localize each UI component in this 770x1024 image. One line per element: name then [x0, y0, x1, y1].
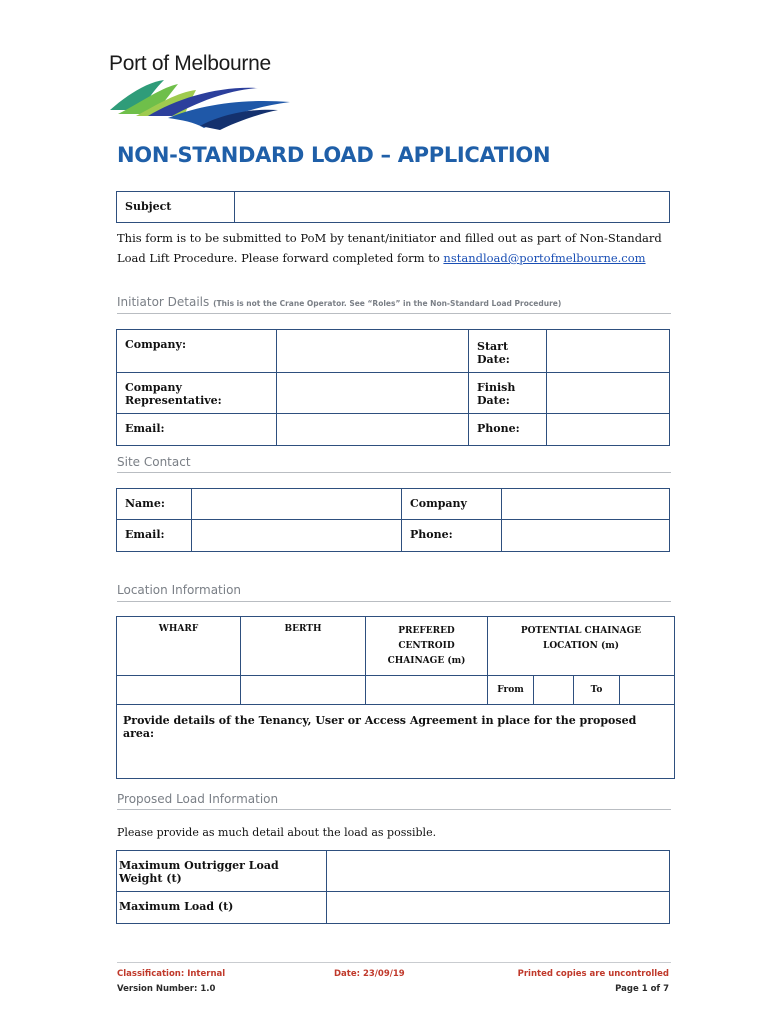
initiator-heading [117, 295, 561, 309]
site-company-label: Company [402, 489, 502, 520]
site-phone-field[interactable] [502, 520, 670, 552]
centroid-field[interactable] [366, 676, 488, 705]
site-contact-divider [117, 472, 671, 473]
brand-name: Port of Melbourne [109, 52, 271, 75]
site-contact-heading: Site Contact [117, 455, 191, 469]
location-divider [117, 601, 671, 602]
to-label: To [574, 676, 620, 705]
load-heading: Proposed Load Information [117, 792, 279, 806]
location-table [116, 616, 675, 779]
max-load-field[interactable] [327, 892, 670, 924]
port-logo-icon [108, 76, 294, 130]
intro-body: This form is to be submitted to PoM by tenant/initiator and filled out as part of Non-Standard Load Lift Procedure. Please forward completed form to [117, 231, 662, 265]
from-label: From [488, 676, 534, 705]
intro-text [117, 228, 677, 268]
potential-chainage-header: POTENTIAL CHAINAGE LOCATION (m) [488, 617, 675, 676]
email-field[interactable] [277, 414, 469, 446]
phone-label: Phone: [469, 414, 547, 446]
initiator-note: (This is not the Crane Operator. See “Roles” in the Non-Standard Load Procedure) [213, 299, 562, 308]
site-email-field[interactable] [192, 520, 402, 552]
company-label: Company: [117, 330, 277, 373]
initiator-heading-text: Initiator Details [117, 295, 210, 309]
from-field[interactable] [534, 676, 574, 705]
subject-table [116, 191, 670, 223]
to-field[interactable] [620, 676, 675, 705]
load-table [116, 850, 670, 924]
load-divider [117, 809, 671, 810]
wharf-field[interactable] [117, 676, 241, 705]
max-load-label: Maximum Load (t) [117, 892, 327, 924]
submission-email-link[interactable]: nstandload@portofmelbourne.com [443, 251, 646, 265]
subject-field[interactable] [235, 192, 670, 223]
footer-version: Version Number: 1.0 [117, 984, 216, 994]
site-name-field[interactable] [192, 489, 402, 520]
page-title: NON-STANDARD LOAD – APPLICATION [117, 143, 551, 167]
site-email-label: Email: [117, 520, 192, 552]
outrigger-weight-label: Maximum Outrigger Load Weight (t) [117, 851, 327, 892]
footer-page-number: Page 1 of 7 [615, 984, 669, 994]
company-representative-label: Company Representative: [117, 373, 277, 414]
company-representative-field[interactable] [277, 373, 469, 414]
outrigger-weight-field[interactable] [327, 851, 670, 892]
location-heading: Location Information [117, 583, 242, 597]
berth-field[interactable] [241, 676, 366, 705]
initiator-table [116, 329, 670, 446]
finish-date-field[interactable] [547, 373, 670, 414]
initiator-divider [117, 313, 671, 314]
footer-divider [117, 962, 671, 963]
start-date-field[interactable] [547, 330, 670, 373]
start-date-label: Start Date: [469, 330, 547, 373]
footer-date: Date: 23/09/19 [334, 969, 405, 979]
berth-header: BERTH [241, 617, 366, 676]
site-company-field[interactable] [502, 489, 670, 520]
site-name-label: Name: [117, 489, 192, 520]
email-label: Email: [117, 414, 277, 446]
agreement-field[interactable] [117, 705, 675, 779]
agreement-prompt: Provide details of the Tenancy, User or Access Agreement in place for the proposed area: [123, 714, 637, 740]
site-contact-table [116, 488, 670, 552]
wharf-header: WHARF [117, 617, 241, 676]
phone-field[interactable] [547, 414, 670, 446]
subject-label: Subject [117, 192, 235, 223]
centroid-header: PREFERED CENTROID CHAINAGE (m) [366, 617, 488, 676]
company-field[interactable] [277, 330, 469, 373]
load-intro: Please provide as much detail about the load as possible. [117, 826, 437, 839]
finish-date-label: Finish Date: [469, 373, 547, 414]
footer-classification: Classification: Internal [117, 969, 226, 979]
footer-printed-notice: Printed copies are uncontrolled [517, 969, 669, 979]
site-phone-label: Phone: [402, 520, 502, 552]
